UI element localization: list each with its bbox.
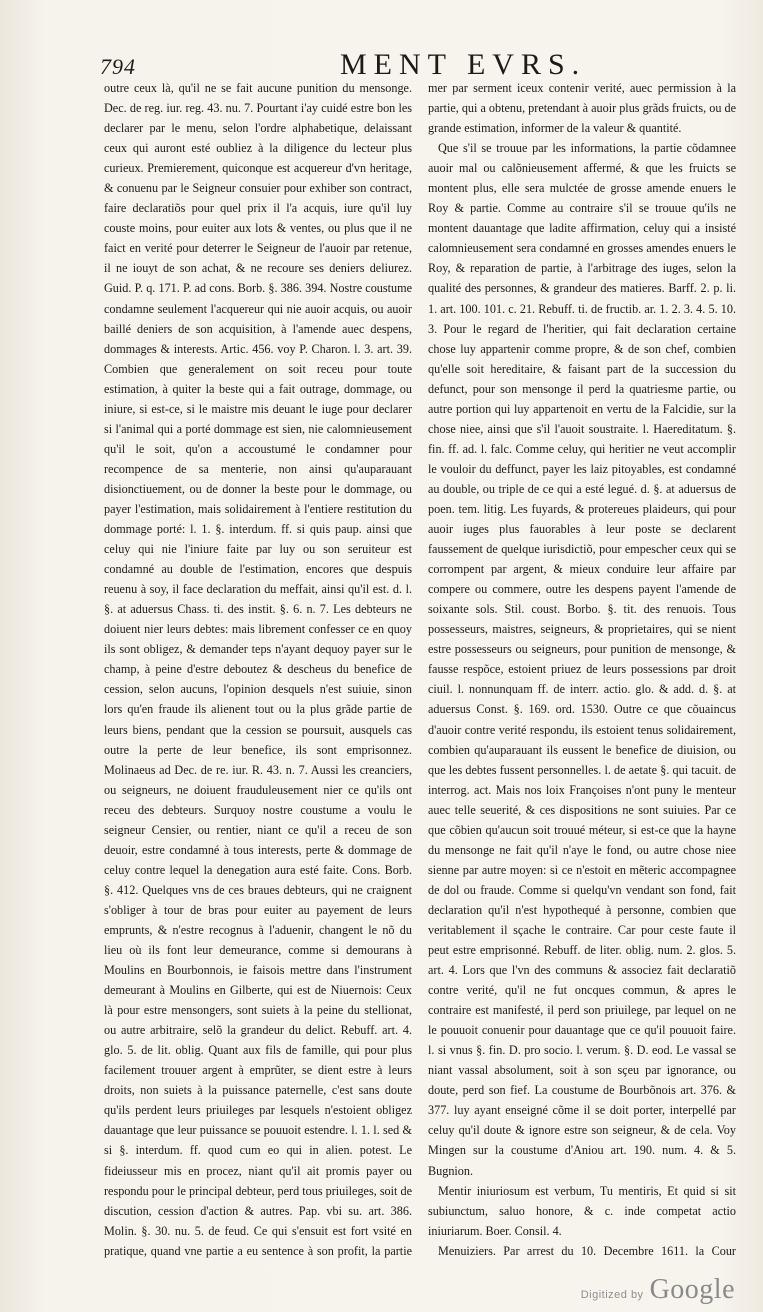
right-column-paragraph: Que s'il se trouue par les informations, la partie cõdamnee auoir mal ou calõnieusement affermé, & que les fruicts se montent plus, elle sera mulctée de grosse amende enuers le Roy & partie. Comme au contraire s'il se trouue qu'ils ne montent dauantage que ladite affirmation, celuy qui a insisté calomnieusement sera condamné en grosses amendes enuers le Roy, & reparation de partie, à l'arbitrage des iuges, selon la qualité des personnes, & grandeur des matieres. Barff. 2. p. li. 1. art. 100. 101. c. 21. Rebuff. ti. de fructib. ar. 1. 2. 3. 4. 5. 10. 3. Pour le regard de l'heritier, qui fait declaration certaine chose luy appartenir comme propre, & de son chef, combien qu'elle soit hereditaire, & faisant part de la succession du defunct, pour son mensonge il perd la quatriesme partie, ou autre portion qui luy appartenoit en vertu de la Falcidie, sur la chose niee, ainsi que s'il l'auoit soustraite. l. Haereditatum. §. fin. ff. ad. l. falc. Comme celuy, qui heritier ne veut accomplir le vouloir du deffunct, payer les laiz pitoyables, est condamné au double, ou triple de ce qui a esté legué. d. §. at aduersus de poen. tem. litig. Les fuyards, & protereues plaideurs, qui pour auoir iuges plus fauorables à leur poste se declarent faussement de quelque iurisdictiõ, pour empescher ceux qui se corrompent par argent, & mieux conduire leur affaire par compere ou commere, outre les despens payent l'amende de soixante sols. Stil. coust. Borbo. §. tit. des renuois. Tous possesseurs, maistres, seigneurs, & proprietaires, qui se nient estre possesseurs ou seigneurs, pour punition de mensonge, & fausse respõce, estoient priuez de leurs possessions par droit ciuil. l. nonnunquam ff. de interr. actio. glo. & add. d. §. at aduersus Const. §. 169. ord. 1530. Outre ce que cõuaincus d'auoir contre verité respondu, ils estoient tenus solidairement, combien qu'auparauant ils eussent le benefice de diuision, ou que les debtes fussent personnelles. l. de aetate §. qui tacuit. de interrog. act. Mais nos loix Françoises n'ont puny le menteur auec telle seuerité, & ces dispositions ne sont suiuies. Par ce que cõbien qu'aucun soit trouué méteur, si est-ce que la hayne du mensonge ne fait qu'il n'aye le fond, ou autre chose niee sienne par autre moyen: si ce n'estoit en mẽteric accompagnee de dol ou fraude. Comme si quelqu'vn vendant son fond, fait declaration qu'il n'est hypothequé à personne, combien que veritablement il sçache le contraire. Car pour ceste faute il peut estre emprisonné. Rebuff. de liter. oblig. num. 2. glos. 5. art. 4. Lors que l'vn des communs & associez fait declaratiõ contre verité, qu'il ne fut oncques commun, & apres le contraire est manifesté, il perd son priuilege, par lequel on ne le pouuoit conuenir pour dauantage que ce qu'il pouuoit faire. l. si vnus §. fin. D. pro socio. l. verum. §. D. eod. Le vassal se niant vassal absolument, soit à son sçeu par ignorance, ou doute, perd son fief. La coustume de Bourbõnois art. 376. & 377. luy ayant enseigné cõme il se doit porter, interpellé par celuy qu'il doute & ignore estre son seigneur, & de cela. Voy Mingen sur la coustume d'Aniou art. 190. num. 4. & 5. Bugnion.	[428, 141, 736, 1178]
page-number: 794	[100, 54, 136, 79]
digitized-label: Digitized by	[580, 1289, 644, 1301]
right-column-paragraph: Mentir iniuriosum est verbum, Tu mentiris, Et quid si sit subiunctum, saluo honore, & c. inde competat actio iniuriarum. Boer. Consil. 4.	[428, 1183, 736, 1238]
running-title: MENT EVRS.	[340, 48, 587, 81]
left-column	[104, 78, 412, 1258]
google-logo: Google	[649, 1274, 735, 1305]
right-column	[428, 78, 736, 1258]
left-column-paragraph: outre ceux là, qu'il ne se fait aucune punition du mensonge. Dec. de reg. iur. reg. 43. nu. 7. Pourtant i'ay cuidé estre bon les declarer par le menu, selon l'ordre alphabetique, delaissant ceux qui auront esté oubliez à la diligence du lecteur plus curieux. Premierement, quiconque est acquereur d'vn heritage, & conuenu par le Seigneur consuier pour exhiber son contract, faire declaratiõs pour quel prix il l'a acquis, iure qu'il luy couste moins, pour euiter aux lots & ventes, ou plus que il ne faict en verité pour deterrer le Seigneur de l'auoir par retenue, il ne iouyt de son achat, & ne recoure ses deniers deliurez. Guid. P. q. 171. P. ad cons. Borb. §. 386. 394. Nostre coustume condamne seulement l'acquereur qui nie auoir acquis, ou auoir baillé deniers de son acquisition, à l'amende auec despens, dommages & interests. Artic. 456. voy P. Charon. l. 3. art. 39. Combien que generalement on soit receu pour toute estimation, à quiter la beste qui a fait outrage, dommage, ou iniure, si est-ce, si le maistre mis deuant le iuge pour declarer si l'animal qui a porté dommage est sien, nie calomnieusement qu'il le soit, qu'on a accoustumé le condamner pour recompence de sa menterie, non ainsi qu'auparauant disionctiuement, ou de donner la beste pour le dommage, ou payer l'estimation, mais solidairement à l'entiere restitution du dommage porté: l. 1. §. interdum. ff. si quis paup. ainsi que celuy qui nie l'iniure faite par luy ou son seruiteur est condamné au double de l'estimation, encores que despuis reuenu à soy, il face declaration du meffait, ainsi qu'il est. d. l. §. at aduersus Chass. ti. des instit. §. 6. n. 7. Les debteurs ne doiuent nier leurs debtes: mais librement confesser ce en quoy ils sont obligez, & demander teps n'ayant dequoy payer sur le champ, à peine d'estre deboutez & descheus du benefice de cession, selon aucuns, l'opinion desquels n'est suiuie, sinon lors qu'en fraude ils alienent tout ou la plus grãde partie de leurs biens, pendant que la cession se poursuit, ausquels cas outre la perte de leur benefice, ils sont emprisonnez. Molinaeus ad Dec. de re. iur. R. 43. n. 7. Aussi les creanciers, ou seigneurs, ne doiuent frauduleusement nier ce qu'ils ont receu des debteurs. Surquoy nostre coustume a voulu le seigneur Censier, ou rentier, niant ce qu'il a receu de son deuoir, estre condamné à tous interests, perte & dommage de celuy contre lequel la denegation aura esté faite. Cons. Borb. §. 412. Quelques vns de ces braues debteurs, qui ne craignent s'obliger à tour de bras pour euiter au payement de leurs emprunts, & n'estre recognus à l'aduenir, changent le nõ du lieu où ils font leur demeurance, comme si demourans à Moulins en Bourbonnois, ie faisois mettre dans l'instrument demeurant à Moulins en Gilberte, qui est de Niuernois: Ceux là pour estre mensongers, sont suiets à la peine du stellionat, ou autre arbitraire, selõ la grandeur du delict. Rebuff. art. 4. glo. 5. de lit. oblig. Quant aux fils de famille, qui pour plus facilement trouuer argent à emprũter, se dient estre à leurs droits, non suiets à la puissance paternelle, c'est sans doute qu'ils perdent leurs priuileges par lesquels n'estoient obligez dauantage que leur puissance se pouuoit estendre. l. 1. l. sed & si §. interdum. ff. quod cum eo qui in alien. potest. Le fideiusseur mis en procez, niant qu'il ait promis payer ou respondu pour le principal debteur, perd tous priuileges, soit de discution, cession d'action & autres. Pap. vbi su. art. 386. Molin. §. 30. nu. 5. de feud. Ce qui s'ensuit est fort vsité en pratique, quand vne partie a eu sentence à son profit, la partie	[104, 81, 412, 1258]
right-column-paragraph: Menuiziers. Par arrest du 10. Decembre 1611. la Cour	[438, 1243, 736, 1258]
digitized-by-google-watermark	[581, 1274, 735, 1306]
text-columns	[104, 78, 736, 1258]
right-column-paragraph: mer par serment iceux contenir verité, auec permission à la partie, qui a obtenu, pretendant à auoir plus grãds fruicts, ou de grande estimation, informer de la valeur & quantité.	[428, 81, 736, 136]
